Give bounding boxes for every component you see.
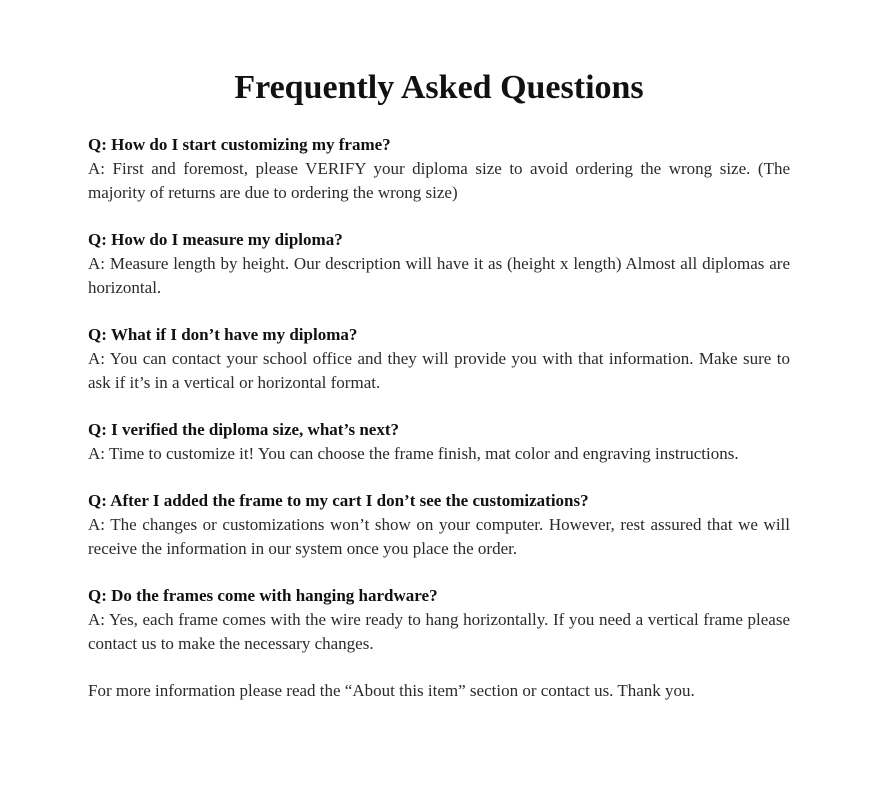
faq-question: Q: What if I don’t have my diploma?	[88, 325, 358, 344]
faq-answer: A: Time to customize it! You can choose the frame finish, mat color and engraving instructions.	[88, 444, 739, 463]
faq-item	[88, 489, 790, 561]
faq-question: Q: How do I start customizing my frame?	[88, 135, 391, 154]
faq-item	[88, 133, 790, 205]
faq-answer: A: The changes or customizations won’t show on your computer. However, rest assured that we will receive the information in our system once you place the order.	[88, 515, 790, 558]
faq-question: Q: Do the frames come with hanging hardware?	[88, 586, 438, 605]
faq-answer: A: You can contact your school office and they will provide you with that information. Make sure to ask if it’s in a vertical or horizontal format.	[88, 349, 790, 392]
faq-answer: A: Measure length by height. Our description will have it as (height x length) Almost all diplomas are horizontal.	[88, 254, 790, 297]
faq-list	[88, 133, 790, 656]
faq-question: Q: How do I measure my diploma?	[88, 230, 343, 249]
faq-item	[88, 584, 790, 656]
footer-note: For more information please read the “About this item” section or contact us. Thank you.	[88, 681, 695, 700]
page-title: Frequently Asked Questions	[234, 69, 644, 106]
faq-page	[88, 64, 790, 703]
faq-question: Q: I verified the diploma size, what’s next?	[88, 420, 400, 439]
faq-answer: A: Yes, each frame comes with the wire ready to hang horizontally. If you need a vertical frame please contact us to make the necessary changes.	[88, 610, 790, 653]
faq-item	[88, 228, 790, 300]
faq-answer: A: First and foremost, please VERIFY your diploma size to avoid ordering the wrong size. (The majority of returns are due to ordering the wrong size)	[88, 159, 790, 202]
faq-question: Q: After I added the frame to my cart I don’t see the customizations?	[88, 491, 589, 510]
faq-item	[88, 418, 790, 466]
faq-item	[88, 323, 790, 395]
